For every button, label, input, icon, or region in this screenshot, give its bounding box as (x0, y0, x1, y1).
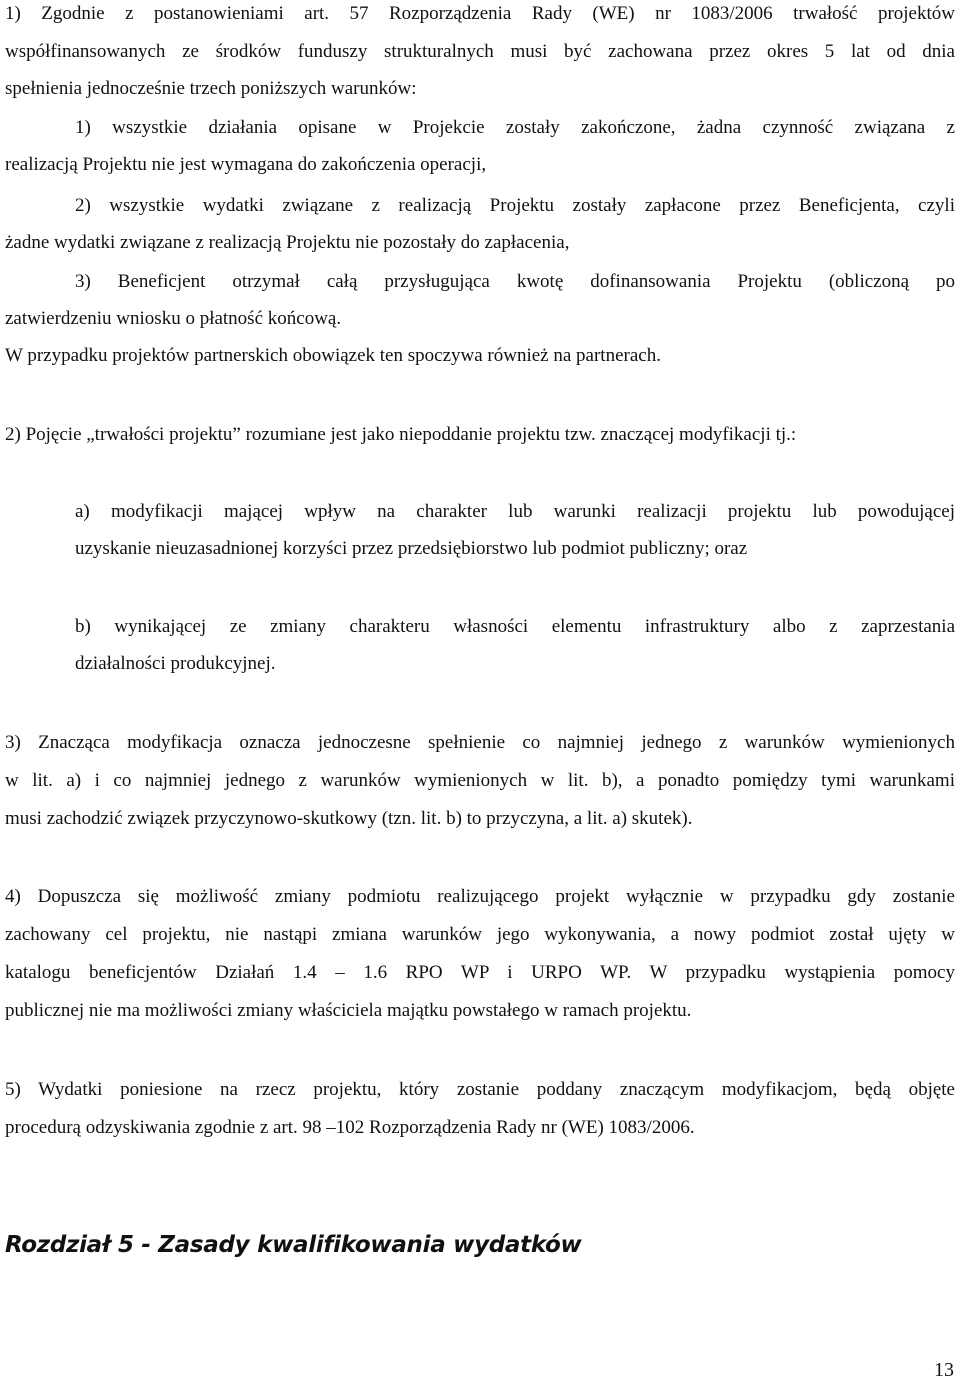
chapter-heading: Rozdział 5 - Zasady kwalifikowania wydatków (5, 1232, 582, 1258)
text-line-3: spełnienia jednocześnie trzech poniższych warunków: (5, 78, 417, 99)
text-line-2: współfinansowanych ze środków funduszy strukturalnych musi być zachowana przez okres 5 lat od dnia (5, 41, 955, 62)
text-line-4: 1) wszystkie działania opisane w Projekcie zostały zakończone, żadna czynność związana z (75, 117, 955, 138)
text-line-8: 3) Beneficjent otrzymał całą przysługująca kwotę dofinansowania Projektu (obliczoną po (75, 271, 955, 292)
text-line-13: uzyskanie nieuzasadnionej korzyści przez przedsiębiorstwo lub podmiot publiczny; oraz (75, 538, 748, 559)
text-line-10: W przypadku projektów partnerskich obowiązek ten spoczywa również na partnerach. (5, 345, 661, 366)
text-line-19: 4) Dopuszcza się możliwość zmiany podmiotu realizującego projekt wyłącznie w przypadku gdy zostanie (5, 886, 955, 907)
text-line-17: w lit. a) i co najmniej jednego z warunków wymienionych w lit. b), a ponadto pomiędzy tymi warunkami (5, 770, 955, 791)
text-line-22: publicznej nie ma możliwości zmiany właściciela majątku powstałego w ramach projektu. (5, 1000, 692, 1021)
text-line-9: zatwierdzeniu wniosku o płatność końcową. (5, 308, 342, 329)
text-line-24: procedurą odzyskiwania zgodnie z art. 98 –102 Rozporządzenia Rady nr (WE) 1083/2006. (5, 1117, 695, 1138)
text-line-21: katalogu beneficjentów Działań 1.4 – 1.6 RPO WP i URPO WP. W przypadku wystąpienia pomocy (5, 962, 955, 983)
text-line-20: zachowany cel projektu, nie nastąpi zmiana warunków jego wykonywania, a nowy podmiot został ujęty w (5, 924, 955, 945)
text-line-18: musi zachodzić związek przyczynowo-skutkowy (tzn. lit. b) to przyczyna, a lit. a) skutek). (5, 808, 693, 829)
text-line-15: działalności produkcyjnej. (75, 653, 276, 674)
text-line-7: żadne wydatki związane z realizacją Projektu nie pozostały do zapłacenia, (5, 232, 570, 253)
text-line-14: b) wynikającej ze zmiany charakteru własności elementu infrastruktury albo z zaprzestania (75, 616, 955, 637)
text-line-5: realizacją Projektu nie jest wymagana do zakończenia operacji, (5, 154, 487, 175)
text-line-6: 2) wszystkie wydatki związane z realizacją Projektu zostały zapłacone przez Beneficjenta, czyli (75, 195, 955, 216)
text-line-16: 3) Znacząca modyfikacja oznacza jednoczesne spełnienie co najmniej jednego z warunków wymienionych (5, 732, 955, 753)
text-line-1: 1) Zgodnie z postanowieniami art. 57 Rozporządzenia Rady (WE) nr 1083/2006 trwałość projektów (5, 3, 955, 24)
text-line-23: 5) Wydatki poniesione na rzecz projektu, który zostanie poddany znaczącym modyfikacjom, będą objęte (5, 1079, 955, 1100)
text-line-12: a) modyfikacji mającej wpływ na charakter lub warunki realizacji projektu lub powodującej (75, 501, 955, 522)
text-line-11: 2) Pojęcie „trwałości projektu” rozumiane jest jako niepoddanie projektu tzw. znaczącej modyfikacji tj.: (5, 424, 797, 445)
page-number: 13 (934, 1359, 954, 1381)
